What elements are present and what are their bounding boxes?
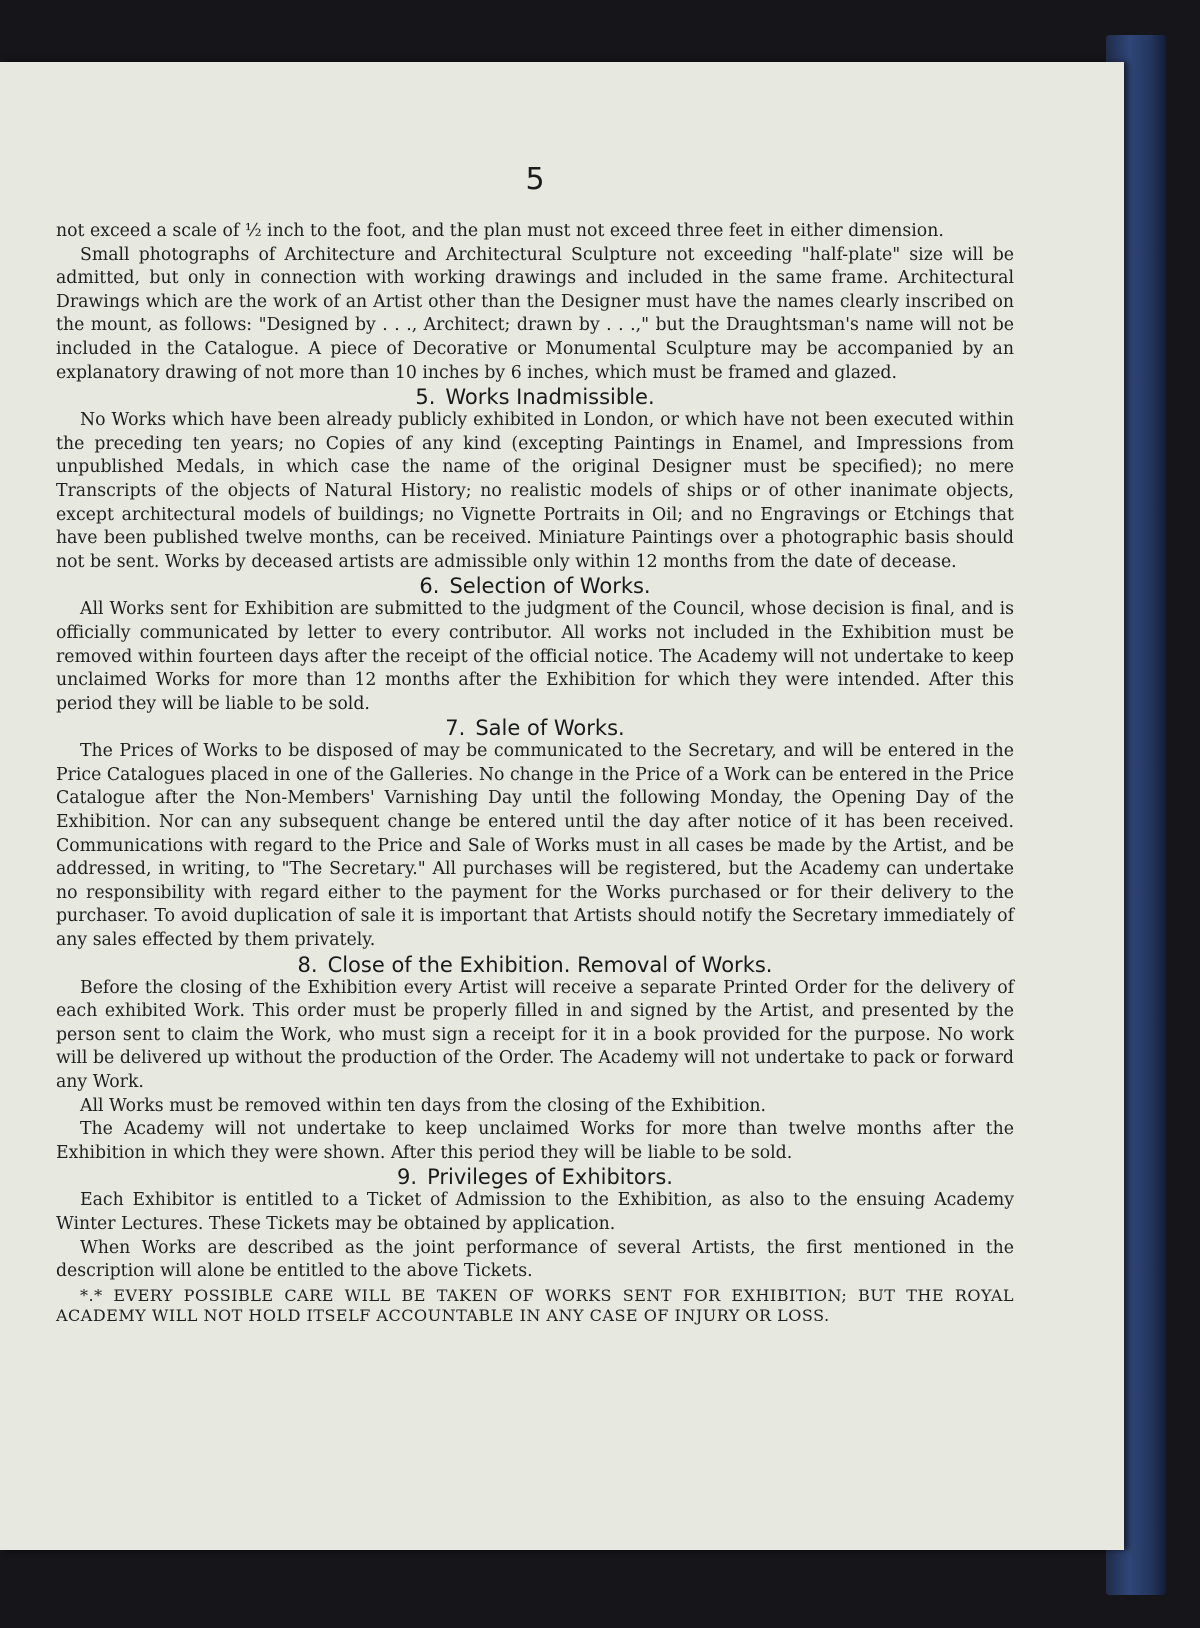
section-number: 9.	[397, 1165, 418, 1190]
section-paragraph: All Works must be removed within ten days from the closing of the Exhibition.	[80, 1095, 766, 1116]
section-number: 8.	[297, 952, 318, 977]
section-paragraph: No Works which have been already publicly exhibited in London, or which have not been executed within the preceding ten years; no Copies of any kind (excepting Paintings in Enamel, and Impressions from unpublished Medals, in which case the name of the original Designer must be specified); no mere Transcripts of the objects of Natural History; no realistic models of ships or of other inanimate objects, except architectural models of buildings; no Vignette Portraits in Oil; and no Engravings or Etchings that have been published twelve months, can be received. Miniature Paintings over a photographic basis should not be sent. Works by deceased artists are admissible only within 12 months from the date of decease.	[56, 410, 1014, 572]
section-heading-9	[56, 1165, 1014, 1189]
section-number: 5.	[415, 385, 436, 410]
document-page	[0, 62, 1124, 1550]
section-paragraph: When Works are described as the joint performance of several Artists, the first mentioned in the description will alone be entitled to the above Tickets.	[56, 1237, 1014, 1282]
liability-notice: *.* EVERY POSSIBLE CARE WILL BE TAKEN OF WORKS SENT FOR EXHIBITION; BUT THE ROYAL ACADEMY WILL NOT HOLD ITSELF ACCOUNTABLE IN ANY CASE OF INJURY OR LOSS.	[56, 1285, 1014, 1325]
page-number: 5	[525, 162, 545, 197]
section-paragraph: All Works sent for Exhibition are submitted to the judgment of the Council, whose decision is final, and is officially communicated by letter to every contributor. All works not included in the Exhibition must be removed within fourteen days after the receipt of the official notice. The Academy will not undertake to keep unclaimed Works for more than 12 months after the Exhibition for which they were intended. After this period they will be liable to be sold.	[56, 599, 1014, 714]
section-paragraph: The Academy will not undertake to keep unclaimed Works for more than twelve months after the Exhibition in which they were shown. After this period they will be liable to be sold.	[56, 1119, 1014, 1163]
section-title: Close of the Exhibition. Removal of Works.	[327, 952, 773, 977]
page-body	[56, 220, 1014, 1326]
section-heading-7	[56, 716, 1014, 740]
section-heading-5	[56, 385, 1014, 409]
section-title: Selection of Works.	[449, 574, 651, 599]
section-title: Sale of Works.	[475, 716, 625, 741]
section-paragraph: The Prices of Works to be disposed of may be communicated to the Secretary, and will be entered in the Price Catalogues placed in one of the Galleries. No change in the Price of a Work can be entered in the Price Catalogue after the Non-Members' Varnishing Day until the following Monday, the Opening Day of the Exhibition. Nor can any subsequent change be entered until the day after notice of it has been received. Communications with regard to the Price and Sale of Works must in all cases be made by the Artist, and be addressed, in writing, to "The Secretary." All purchases will be registered, but the Academy can undertake no responsibility with regard either to the payment for the Works purchased or for their delivery to the purchaser. To avoid duplication of sale it is important that Artists should notify the Secretary immediately of any sales effected by them privately.	[56, 741, 1014, 951]
section-heading-6	[56, 574, 1014, 598]
section-number: 7.	[445, 716, 466, 741]
section-title: Privileges of Exhibitors.	[427, 1165, 673, 1190]
continuation-paragraph: not exceed a scale of ½ inch to the foot, and the plan must not exceed three feet in either dimension.	[56, 221, 944, 241]
section-paragraph: Each Exhibitor is entitled to a Ticket of Admission to the Exhibition, as also to the ensuing Academy Winter Lectures. These Tickets may be obtained by application.	[56, 1190, 1014, 1234]
section-paragraph: Before the closing of the Exhibition every Artist will receive a separate Printed Order for the delivery of each exhibited Work. This order must be properly filled in and signed by the Artist, and presented by the person sent to claim the Work, who must sign a receipt for it in a book provided for the purpose. No work will be delivered up without the production of the Order. The Academy will not undertake to pack or forward any Work.	[56, 977, 1014, 1092]
photographs-paragraph: Small photographs of Architecture and Architectural Sculpture not exceeding "half-plate" size will be admitted, but only in connection with working drawings and included in the same frame. Architectural Drawings which are the work of an Artist other than the Designer must have the names clearly inscribed on the mount, as follows: "Designed by . . ., Architect; drawn by . . .," but the Draughtsman's name will not be included in the Catalogue. A piece of Decorative or Monumental Sculpture may be accompanied by an explanatory drawing of not more than 10 inches by 6 inches, which must be framed and glazed.	[56, 244, 1014, 383]
section-title: Works Inadmissible.	[445, 385, 655, 410]
section-heading-8	[56, 953, 1014, 977]
section-number: 6.	[419, 574, 440, 599]
